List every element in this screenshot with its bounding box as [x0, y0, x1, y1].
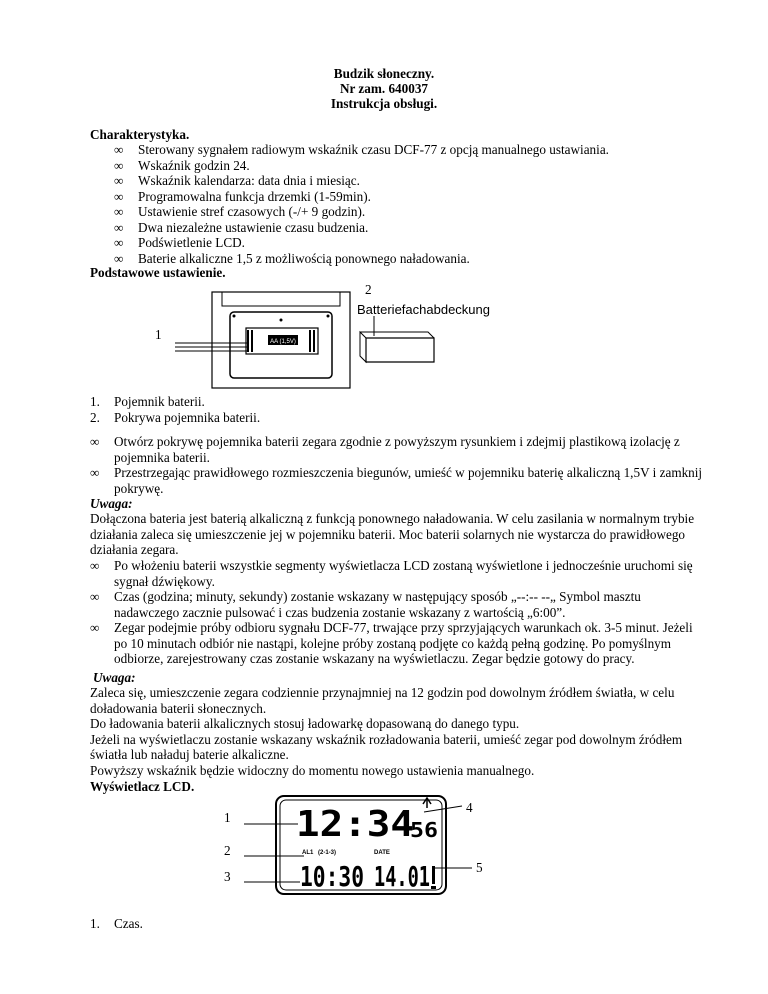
list-item	[90, 481, 730, 497]
bullet-icon: ∞	[114, 188, 124, 204]
feature-text: Sterowany sygnałem radiowym wskaźnik czasu DCF-77 z opcją manualnego ustawiania.	[138, 142, 609, 157]
bullet-icon: ∞	[114, 219, 124, 235]
lcd-figure	[0, 790, 768, 900]
list-item	[90, 636, 750, 652]
battery-figure	[0, 282, 768, 390]
lcd-legend	[90, 916, 143, 932]
note2-label: Uwaga:	[93, 670, 136, 685]
bullet-icon: ∞	[90, 434, 100, 449]
legend-num: 1.	[90, 916, 100, 931]
list-item	[114, 189, 694, 205]
list-item	[114, 220, 694, 236]
bullet-icon: ∞	[114, 142, 124, 157]
list-item	[114, 142, 694, 158]
bullet-icon: ∞	[90, 465, 100, 480]
doc-subtitle: Instrukcja obsługi.	[330, 96, 438, 111]
feature-text: Programowalna funkcja drzemki (1-59min).	[138, 188, 371, 204]
features-heading: Charakterystyka.	[90, 127, 190, 142]
doc-title: Budzik słoneczny.	[333, 66, 435, 81]
lcd-date: 14.01	[374, 860, 430, 893]
legend-text: Czas.	[114, 916, 143, 931]
list-item	[90, 916, 143, 932]
note-line: Powyższy wskaźnik będzie widoczny do momentu nowego ustawienia manualnego.	[90, 762, 535, 778]
legend-num: 2.	[90, 409, 100, 425]
note-line: Dołączona bateria jest baterią alkaliczną z funkcją ponownego naładowania. W celu zasilania w normalnym trybie	[90, 511, 695, 526]
step-text: nadawczego zacznie pulsować i czas budzenia zostanie wskazany z wartością „6:00”.	[114, 604, 566, 620]
cover-label: Batteriefachabdeckung	[357, 302, 490, 317]
battery-indicator-icon	[431, 866, 436, 889]
step-text: sygnał dźwiękowy.	[114, 573, 215, 589]
alarm-mode-label: (2-1-3)	[318, 850, 337, 856]
lcd-callout-4: 4	[466, 800, 473, 815]
setup-steps-2	[90, 558, 750, 667]
lcd-callout-1: 1	[224, 810, 231, 825]
step-text: Czas (godzina; minuty, sekundy) zostanie wskazany w następujący sposób „--:-- --„ Symbol masztu	[114, 589, 641, 604]
step-text: Otwórz pokrywę pojemnika baterii zegara zgodnie z powyższym rysunkiem i zdejmij plastikową izolację z	[114, 434, 680, 449]
note-label: Uwaga:	[90, 496, 133, 511]
note-line: działania zaleca się umieszczenie jej w pojemniku baterii. Moc baterii solarnych nie wystarcza do prawidłowego	[90, 526, 686, 542]
list-item	[90, 589, 750, 605]
feature-text: Podświetlenie LCD.	[138, 235, 245, 250]
feature-text: Wskaźnik kalendarza: data dnia i miesiąc.	[138, 173, 360, 188]
step-text: pokrywę.	[114, 480, 164, 496]
features-list	[114, 142, 694, 266]
step-text: odbiorze, zarejestrowany czas zostanie wskazany na wyświetlaczu. Zegar będzie gotowy do pracy.	[114, 651, 635, 666]
feature-text: Dwa niezależne ustawienie czasu budzenia.	[138, 219, 369, 235]
bullet-icon: ∞	[114, 157, 124, 173]
note2-text	[90, 685, 750, 778]
setup-heading: Podstawowe ustawienie.	[90, 265, 226, 280]
lcd-time: 12:34	[296, 804, 414, 845]
note-line: Jeżeli na wyświetlaczu zostanie wskazany wskaźnik rozładowania baterii, umieść zegar pod dowolnym źródłem	[90, 731, 683, 747]
list-item	[114, 173, 694, 189]
lcd-callout-3: 3	[224, 869, 231, 884]
step-text: po 10 minutach odbiór nie nastąpi, kolejne próby zostaną podjęte co każdą pełną godzinę. Po pomyślnym	[114, 635, 672, 651]
step-text: Zegar podejmie próby odbioru sygnału DCF-77, trwające przy sprzyjających warunkach ok. 3-5 minut. Jeżeli	[114, 620, 693, 635]
note-line: światła lub naładuj baterie alkaliczne.	[90, 747, 289, 762]
note-text	[90, 511, 750, 558]
bullet-icon: ∞	[90, 558, 100, 573]
callout-1: 1	[155, 327, 162, 342]
callout-2: 2	[365, 282, 372, 297]
setup-legend	[90, 394, 261, 425]
list-item	[90, 465, 730, 481]
bullet-icon: ∞	[90, 620, 100, 635]
bullet-icon: ∞	[90, 589, 100, 604]
bullet-icon: ∞	[114, 173, 124, 188]
lcd-heading: Wyświetlacz LCD.	[90, 779, 195, 794]
bullet-icon: ∞	[114, 235, 124, 250]
step-text: Przestrzegając prawidłowego rozmieszczenia biegunów, umieść w pojemniku baterię alkaliczną 1,5V i zamknij	[114, 465, 703, 480]
list-item	[114, 204, 694, 220]
bullet-icon: ∞	[114, 250, 124, 266]
lcd-callout-2: 2	[224, 843, 231, 858]
bullet-icon: ∞	[114, 204, 124, 219]
legend-num: 1.	[90, 394, 100, 409]
list-item	[90, 558, 750, 574]
feature-text: Ustawienie stref czasowych (-/+ 9 godzin).	[138, 204, 366, 219]
feature-text: Baterie alkaliczne 1,5 z możliwością ponownego naładowania.	[138, 250, 470, 266]
lcd-seconds: 56	[410, 818, 438, 842]
list-item	[114, 235, 694, 251]
list-item	[114, 158, 694, 174]
legend-text: Pojemnik baterii.	[114, 394, 205, 409]
list-item	[114, 251, 694, 267]
list-item	[90, 620, 750, 636]
note-line: Zaleca się, umieszczenie zegara codziennie przynajmniej na 12 godzin pod dowolnym źródłem światła, w celu	[90, 685, 675, 700]
battery-compartment-drawing	[150, 290, 490, 390]
list-item	[90, 434, 730, 450]
step-text: Po włożeniu baterii wszystkie segmenty wyświetlacza LCD zostaną wyświetlone i jednocześnie uruchomi się	[114, 558, 693, 573]
feature-text: Wskaźnik godzin 24.	[138, 157, 250, 173]
step-text: pojemnika baterii.	[114, 449, 210, 465]
lcd-callout-5: 5	[476, 860, 483, 875]
lcd-alarm-time: 10:30	[300, 860, 364, 893]
setup-steps	[90, 434, 730, 496]
alarm-label: AL1	[302, 850, 314, 856]
note-line: działania zegara.	[90, 542, 179, 557]
date-label: DATE	[374, 850, 390, 856]
list-item	[90, 394, 205, 410]
note-line: doładowania baterii słonecznych.	[90, 700, 267, 716]
order-number: Nr zam. 640037	[339, 81, 429, 96]
list-item	[90, 450, 730, 466]
list-item	[90, 651, 750, 667]
list-item	[90, 409, 261, 426]
list-item	[90, 574, 750, 590]
battery-label: AA (1,5V)	[270, 339, 296, 345]
note-line: Do ładowania baterii alkalicznych stosuj ładowarkę dopasowaną do danego typu.	[90, 716, 520, 731]
legend-text: Pokrywa pojemnika baterii.	[114, 409, 261, 425]
list-item	[90, 605, 750, 621]
lcd-display-drawing	[240, 794, 480, 898]
